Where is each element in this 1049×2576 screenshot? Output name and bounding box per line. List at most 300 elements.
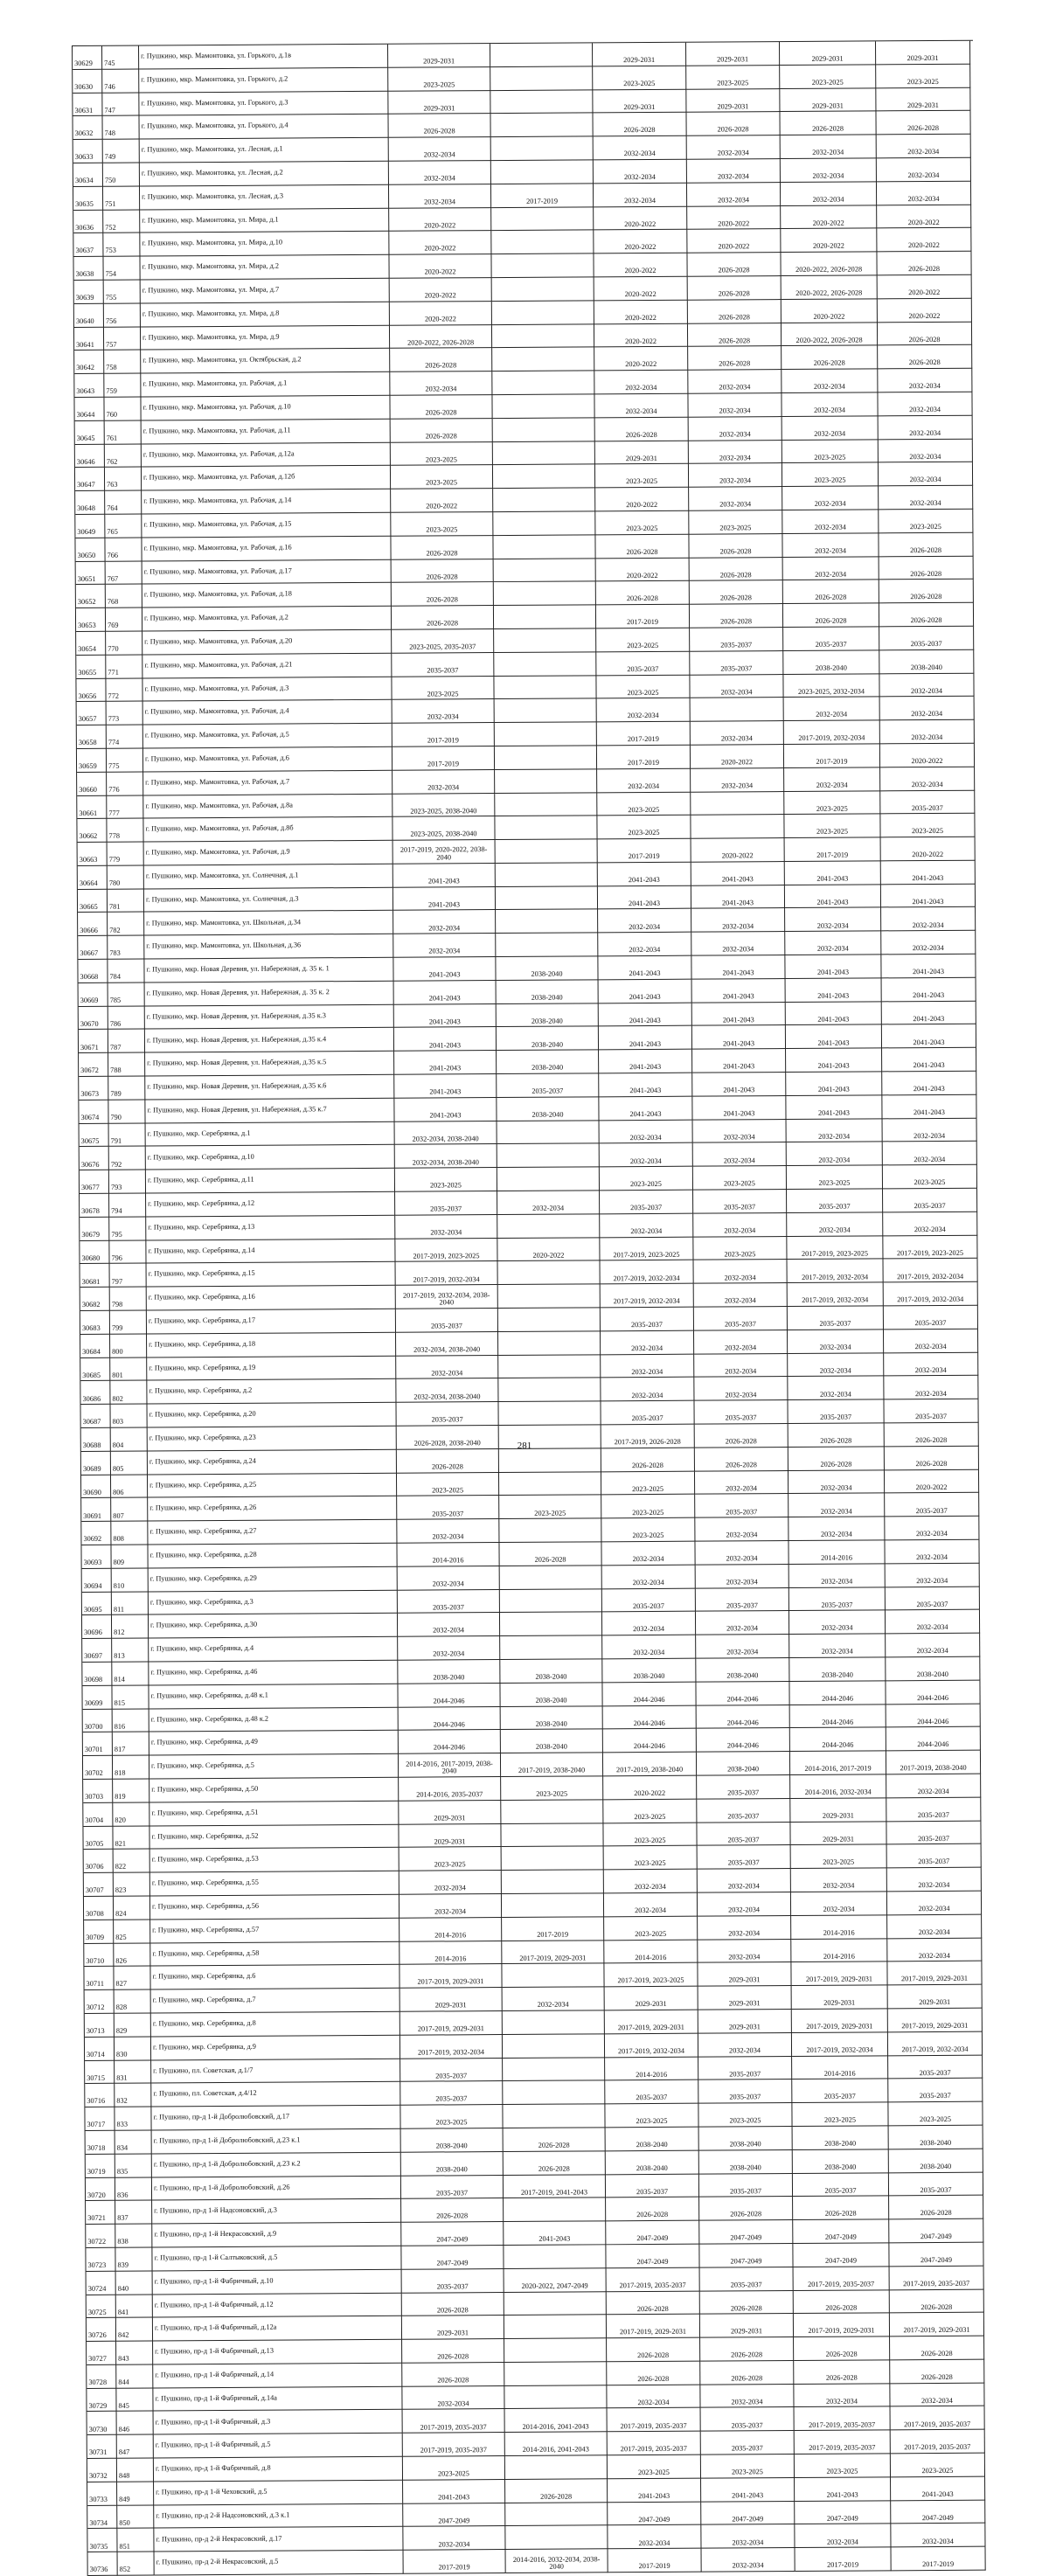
period-col-9-cell: 2032-2034 — [881, 907, 976, 931]
period-col-9-cell: 2041-2043 — [882, 1072, 976, 1095]
period-col-5-cell — [498, 1285, 601, 1309]
period-col-5-cell — [505, 2503, 608, 2527]
period-col-4-cell: 2023-2025 — [403, 2456, 505, 2481]
period-col-9-cell: 2017-2019, 2029-2031 — [888, 2009, 983, 2032]
period-col-8-cell: 2041-2043 — [786, 1002, 882, 1025]
period-col-6-cell: 2017-2019, 2035-2037 — [608, 2408, 701, 2432]
period-col-6-cell: 2032-2034 — [600, 1214, 693, 1238]
period-col-8-cell: 2044-2046 — [790, 1728, 886, 1752]
period-col-9-cell: 2032-2034 — [886, 1610, 980, 1634]
period-col-8-cell: 2023-2025 — [782, 440, 879, 463]
period-col-9-cell: 2032-2034 — [877, 135, 971, 158]
period-col-7-cell: 2041-2043 — [692, 1049, 786, 1073]
period-col-8-cell: 2041-2043 — [786, 1025, 882, 1049]
address-cell: г. Пушкино, мкр. Серебрянка, д.27 — [148, 1520, 397, 1545]
item-number-cell: 809 — [111, 1545, 148, 1568]
period-col-8-cell: 2017-2019 — [784, 744, 880, 767]
period-col-6-cell: 2020-2022 — [594, 347, 688, 371]
period-col-5-cell — [498, 1331, 601, 1356]
period-col-9-cell: 2041-2043 — [882, 1024, 976, 1048]
period-col-8-cell: 2026-2028 — [782, 346, 878, 370]
period-col-9-cell: 2032-2034 — [880, 767, 975, 790]
row-id-cell: 30685 — [80, 1357, 110, 1381]
period-col-9-cell: 2026-2028 — [885, 1423, 979, 1447]
period-col-7-cell: 2035-2037 — [693, 1190, 787, 1213]
period-col-6-cell: 2041-2043 — [599, 1026, 692, 1050]
period-col-8-cell: 2017-2019, 2035-2037 — [794, 2267, 890, 2290]
period-col-9-cell: 2026-2028 — [890, 2289, 984, 2313]
period-col-4-cell: 2032-2034 — [399, 1894, 502, 1919]
period-col-8-cell: 2038-2040 — [789, 1657, 886, 1681]
period-col-9-cell: 2041-2043 — [882, 1048, 976, 1072]
row-id-cell: 30689 — [81, 1452, 111, 1475]
period-col-5-cell — [495, 722, 597, 746]
period-col-8-cell: 2041-2043 — [786, 1072, 882, 1095]
address-cell: г. Пушкино, мкр. Новая Деревня, ул. Набережная, д.35 к.3 — [145, 1004, 394, 1030]
period-col-8-cell: 2014-2016, 2017-2019 — [790, 1752, 886, 1775]
period-col-6-cell: 2029-2031 — [595, 441, 689, 464]
period-col-8-cell: 2035-2037 — [789, 1587, 886, 1611]
period-col-4-cell: 2032-2034 — [402, 2386, 504, 2411]
period-col-6-cell: 2020-2022 — [594, 323, 688, 347]
address-cell: г. Пушкино, мкр. Серебрянка, д.20 — [147, 1403, 396, 1428]
period-col-9-cell: 2017-2019, 2035-2037 — [891, 2430, 985, 2454]
period-col-5-cell: 2038-2040 — [500, 1659, 602, 1684]
period-col-7-cell: 2032-2034 — [701, 2524, 795, 2548]
row-id-cell: 30669 — [79, 983, 108, 1007]
period-col-4-cell: 2017-2019, 2023-2025 — [395, 1239, 497, 1263]
period-col-9-cell: 2023-2025 — [891, 2454, 985, 2477]
period-col-4-cell: 2026-2028 — [390, 348, 492, 372]
period-col-5-cell — [493, 535, 595, 559]
period-col-7-cell: 2026-2028 — [700, 2337, 794, 2361]
address-cell: г. Пушкино, мкр. Серебрянка, д.49 — [149, 1731, 399, 1756]
period-col-6-cell: 2026-2028 — [596, 581, 690, 605]
period-col-8-cell: 2023-2025 — [782, 463, 879, 487]
period-col-8-cell: 2035-2037 — [787, 1189, 883, 1212]
item-number-cell: 783 — [108, 936, 144, 960]
period-col-8-cell: 2032-2034 — [788, 1330, 884, 1353]
period-col-9-cell: 2038-2040 — [886, 1657, 980, 1681]
item-number-cell: 841 — [116, 2295, 153, 2318]
item-number-cell: 753 — [103, 233, 140, 257]
period-col-7-cell: 2026-2028 — [690, 580, 783, 604]
period-col-4-cell: 2038-2040 — [398, 1660, 500, 1684]
period-col-5-cell — [504, 2198, 606, 2223]
period-col-5-cell — [500, 1613, 602, 1637]
address-cell: г. Пушкино, мкр. Мамонтовка, ул. Рабочая, д.3 — [142, 677, 392, 702]
period-col-7-cell: 2035-2037 — [700, 2267, 794, 2291]
period-col-8-cell: 2038-2040 — [793, 2149, 889, 2173]
address-cell: г. Пушкино, мкр. Серебрянка, д.11 — [146, 1169, 395, 1194]
period-col-4-cell: 2032-2034 — [393, 911, 496, 935]
row-id-cell: 30719 — [86, 2154, 115, 2177]
period-col-7-cell: 2032-2034 — [698, 2033, 792, 2057]
item-number-cell: 849 — [117, 2482, 154, 2505]
item-number-cell: 751 — [103, 186, 140, 210]
period-col-7-cell: 2035-2037 — [694, 1307, 788, 1330]
address-cell: г. Пушкино, пл. Советская, д.1/7 — [151, 2059, 400, 2084]
period-col-6-cell: 2020-2022 — [595, 488, 689, 511]
period-col-9-cell: 2032-2034 — [884, 1376, 978, 1399]
period-col-8-cell: 2032-2034 — [781, 135, 877, 159]
period-col-8-cell: 2014-2016 — [791, 1915, 887, 1939]
period-col-4-cell: 2047-2049 — [401, 2246, 504, 2270]
period-col-5-cell — [504, 2385, 607, 2410]
period-col-6-cell: 2023-2025 — [600, 1167, 693, 1191]
period-col-7-cell: 2023-2025 — [698, 2103, 792, 2127]
row-id-cell: 30661 — [77, 795, 107, 819]
period-col-9-cell: 2041-2043 — [881, 955, 976, 978]
period-col-9-cell: 2017-2019, 2038-2040 — [886, 1751, 981, 1774]
period-col-7-cell: 2035-2037 — [690, 628, 783, 651]
item-number-cell: 842 — [116, 2318, 153, 2342]
period-col-9-cell: 2026-2028 — [878, 322, 972, 345]
address-cell: г. Пушкино, мкр. Мамонтовка, ул. Лесная, д.1 — [140, 138, 389, 163]
period-col-5-cell: 2038-2040 — [497, 1051, 599, 1075]
row-id-cell: 30680 — [80, 1240, 109, 1264]
period-col-8-cell: 2023-2025 — [791, 1845, 887, 1869]
period-col-4-cell: 2014-2016 — [399, 1918, 502, 1942]
address-cell: г. Пушкино, пр-д 1-й Фабричный, д.12а — [153, 2316, 402, 2342]
period-col-7-cell: 2032-2034 — [696, 1611, 789, 1635]
period-col-5-cell: 2014-2016, 2032-2034, 2038-2040 — [506, 2550, 608, 2574]
period-col-7-cell: 2035-2037 — [698, 1845, 791, 1869]
period-col-9-cell: 2020-2022 — [880, 744, 975, 767]
table-row — [88, 2547, 989, 2576]
period-col-6-cell: 2026-2028 — [607, 2291, 700, 2315]
period-col-9-cell: 2032-2034 — [878, 392, 972, 416]
period-col-8-cell: 2017-2019, 2029-2031 — [792, 2009, 888, 2032]
row-id-cell: 30687 — [81, 1405, 111, 1428]
period-col-8-cell: 2032-2034 — [789, 1564, 886, 1587]
address-cell: г. Пушкино, мкр. Мамонтовка, ул. Рабочая, д.7 — [143, 770, 393, 795]
address-cell: г. Пушкино, мкр. Серебрянка, д.55 — [150, 1871, 399, 1897]
address-cell: г. Пушкино, мкр. Серебрянка, д.8 — [151, 2012, 400, 2038]
period-col-9-cell: 2041-2043 — [881, 884, 976, 907]
address-cell: г. Пушкино, мкр. Серебрянка, д.25 — [148, 1473, 397, 1498]
item-number-cell: 775 — [107, 748, 143, 772]
period-col-6-cell: 2032-2034 — [601, 1542, 695, 1566]
period-col-8-cell: 2038-2040 — [783, 650, 879, 674]
item-number-cell: 826 — [114, 1943, 150, 1967]
period-col-7-cell: 2041-2043 — [691, 862, 785, 885]
period-col-8-cell: 2035-2037 — [792, 2080, 888, 2103]
period-col-8-cell: 2017-2019, 2023-2025 — [787, 1236, 883, 1260]
period-col-9-cell: 2026-2028 — [885, 1447, 979, 1470]
item-number-cell: 786 — [108, 1006, 145, 1030]
period-col-5-cell — [503, 2104, 605, 2128]
period-col-9-cell: 2017-2019 — [892, 2547, 986, 2571]
item-number-cell: 803 — [110, 1405, 147, 1428]
row-id-cell: 30684 — [80, 1335, 110, 1358]
period-col-5-cell: 2038-2040 — [497, 1003, 599, 1028]
period-col-6-cell: 2041-2043 — [599, 1003, 692, 1026]
item-number-cell: 771 — [106, 655, 142, 678]
period-col-8-cell: 2032-2034 — [785, 908, 881, 932]
row-id-cell: 30652 — [76, 585, 106, 608]
period-col-7-cell: 2041-2043 — [701, 2478, 795, 2502]
item-number-cell: 828 — [115, 1990, 151, 2014]
period-col-7-cell: 2032-2034 — [694, 1283, 788, 1307]
period-col-9-cell: 2017-2019, 2035-2037 — [890, 2266, 984, 2289]
row-id-cell: 30707 — [84, 1873, 114, 1897]
item-number-cell: 769 — [106, 608, 142, 632]
row-id-cell: 30734 — [87, 2505, 117, 2529]
period-col-7-cell: 2044-2046 — [697, 1705, 790, 1729]
period-col-7-cell: 2032-2034 — [696, 1565, 789, 1588]
period-col-9-cell: 2032-2034 — [887, 1914, 982, 1938]
address-cell: г. Пушкино, мкр. Серебрянка, д.23 — [148, 1427, 397, 1452]
row-id-cell: 30636 — [73, 210, 103, 233]
period-col-4-cell: 2035-2037 — [396, 1309, 498, 1333]
row-id-cell: 30641 — [74, 327, 104, 351]
period-col-7-cell: 2026-2028 — [687, 253, 781, 276]
period-col-8-cell: 2044-2046 — [790, 1705, 886, 1728]
period-col-6-cell: 2017-2019 — [597, 746, 691, 769]
period-col-4-cell: 2023-2025, 2038-2040 — [393, 816, 495, 841]
period-col-9-cell: 2023-2025 — [879, 510, 973, 533]
item-number-cell: 750 — [103, 163, 140, 187]
period-col-4-cell: 2020-2022, 2026-2028 — [390, 325, 492, 350]
item-number-cell: 822 — [114, 1850, 150, 1873]
period-col-7-cell: 2032-2034 — [694, 1330, 788, 1354]
period-col-4-cell: 2014-2016 — [399, 1941, 502, 1966]
row-id-cell: 30667 — [78, 936, 108, 960]
period-col-4-cell: 2032-2034 — [395, 1215, 497, 1239]
period-col-5-cell — [502, 1964, 604, 1989]
period-col-5-cell — [492, 348, 594, 372]
period-col-8-cell: 2032-2034 — [783, 557, 879, 580]
period-col-8-cell: 2032-2034 — [788, 1517, 885, 1541]
address-cell: г. Пушкино, мкр. Новая Деревня, ул. Набережная, д.35 к.7 — [145, 1099, 394, 1124]
period-col-7-cell: 2026-2028 — [699, 2197, 793, 2220]
period-col-6-cell: 2044-2046 — [603, 1729, 697, 1753]
row-id-cell: 30735 — [87, 2529, 117, 2552]
period-col-9-cell: 2032-2034 — [885, 1517, 979, 1540]
row-id-cell: 30681 — [80, 1264, 110, 1288]
period-col-5-cell — [504, 2316, 607, 2340]
period-col-6-cell: 2035-2037 — [601, 1308, 694, 1331]
item-number-cell: 796 — [109, 1240, 146, 1264]
period-col-5-cell: 2026-2028 — [505, 2479, 608, 2503]
period-col-4-cell: 2023-2025, 2038-2040 — [393, 794, 495, 818]
period-col-9-cell: 2032-2034 — [879, 462, 973, 486]
period-col-5-cell — [497, 1121, 600, 1145]
period-col-9-cell: 2032-2034 — [878, 369, 972, 392]
item-number-cell: 747 — [102, 93, 139, 116]
item-number-cell: 850 — [117, 2505, 154, 2529]
row-id-cell: 30736 — [88, 2552, 118, 2576]
address-cell: г. Пушкино, мкр. Новая Деревня, ул. Набережная, д.35 к.6 — [145, 1075, 394, 1101]
address-cell: г. Пушкино, мкр. Серебрянка, д.50 — [149, 1778, 399, 1803]
item-number-cell: 748 — [102, 116, 139, 140]
row-id-cell: 30706 — [84, 1850, 114, 1873]
row-id-cell: 30671 — [79, 1030, 108, 1053]
period-col-8-cell: 2041-2043 — [786, 1049, 882, 1073]
address-cell: г. Пушкино, мкр. Мамонтовка, ул. Горького, д.3 — [139, 91, 388, 116]
item-number-cell: 815 — [112, 1685, 149, 1709]
period-col-4-cell: 2041-2043 — [393, 864, 496, 888]
period-col-9-cell: 2017-2019, 2032-2034 — [888, 2031, 983, 2055]
row-id-cell: 30703 — [83, 1780, 113, 1803]
period-col-6-cell: 2017-2019 — [597, 722, 691, 746]
period-col-5-cell — [495, 769, 597, 794]
address-cell: г. Пушкино, мкр. Мамонтовка, ул. Рабочая, д.14 — [142, 490, 391, 515]
period-col-9-cell: 2035-2037 — [879, 627, 974, 650]
item-number-cell: 830 — [115, 2037, 151, 2060]
period-col-8-cell: 2032-2034 — [787, 1119, 883, 1142]
period-col-6-cell: 2032-2034 — [608, 2525, 701, 2549]
period-col-4-cell: 2029-2031 — [388, 44, 490, 68]
period-col-4-cell: 2017-2019, 2035-2037 — [403, 2410, 505, 2434]
address-cell: г. Пушкино, пр-д 2-й Надсоновский, д.3 к.1 — [154, 2503, 403, 2529]
period-col-7-cell: 2020-2022 — [687, 206, 781, 230]
address-cell: г. Пушкино, пр-д 1-й Надсоновский, д.3 — [152, 2199, 401, 2225]
period-col-8-cell: 2023-2025 — [795, 2454, 891, 2477]
period-col-9-cell: 2026-2028 — [889, 2196, 983, 2219]
period-col-6-cell: 2023-2025 — [601, 1495, 695, 1518]
period-col-7-cell: 2032-2034 — [695, 1541, 788, 1565]
period-col-6-cell: 2023-2025 — [601, 1518, 695, 1542]
address-cell: г. Пушкино, мкр. Мамонтовка, ул. Солнечная, д.1 — [144, 864, 393, 890]
period-col-4-cell: 2035-2037 — [401, 2176, 504, 2200]
period-col-6-cell: 2023-2025 — [596, 628, 690, 652]
period-col-4-cell: 2047-2049 — [403, 2503, 505, 2528]
period-col-7-cell: 2032-2034 — [698, 1869, 791, 1892]
row-id-cell: 30691 — [81, 1498, 111, 1522]
period-col-7-cell: 2023-2025 — [689, 510, 782, 534]
address-cell: г. Пушкино, мкр. Серебрянка, д.19 — [147, 1356, 396, 1381]
address-cell: г. Пушкино, мкр. Серебрянка, д.4 — [149, 1637, 398, 1663]
period-col-4-cell: 2032-2034 — [393, 934, 496, 958]
row-id-cell: 30664 — [78, 866, 108, 890]
period-col-9-cell: 2023-2025 — [880, 814, 975, 837]
address-cell: г. Пушкино, мкр. Серебрянка, д.15 — [147, 1262, 396, 1288]
row-id-cell: 30648 — [75, 491, 105, 515]
row-id-cell: 30642 — [74, 351, 104, 374]
period-col-5-cell: 2020-2022 — [497, 1238, 600, 1262]
period-col-7-cell: 2038-2040 — [697, 1752, 790, 1775]
period-col-9-cell: 2017-2019, 2029-2031 — [890, 2313, 984, 2336]
period-col-8-cell: 2026-2028 — [783, 580, 879, 604]
period-col-5-cell: 2014-2016, 2041-2043 — [505, 2433, 608, 2457]
period-col-7-cell: 2041-2043 — [692, 1003, 786, 1026]
period-col-6-cell: 2032-2034 — [602, 1565, 696, 1588]
period-col-6-cell: 2032-2034 — [602, 1635, 696, 1659]
period-col-8-cell: 2032-2034 — [789, 1635, 886, 1658]
period-col-6-cell: 2041-2043 — [598, 956, 691, 980]
row-id-cell: 30709 — [84, 1920, 114, 1943]
period-col-8-cell: 2014-2016 — [791, 1939, 887, 1962]
period-col-7-cell: 2026-2028 — [688, 346, 782, 370]
period-col-4-cell: 2035-2037 — [397, 1496, 499, 1520]
period-col-4-cell: 2032-2034 — [389, 184, 491, 209]
row-id-cell: 30713 — [85, 2014, 115, 2038]
item-number-cell: 778 — [107, 819, 143, 843]
period-col-4-cell: 2041-2043 — [394, 1004, 497, 1029]
row-id-cell: 30638 — [73, 257, 103, 281]
period-col-4-cell: 2035-2037 — [400, 2059, 503, 2083]
period-col-6-cell: 2029-2031 — [605, 1987, 698, 2010]
period-col-9-cell: 2035-2037 — [884, 1399, 978, 1423]
period-col-6-cell: 2035-2037 — [605, 2080, 698, 2104]
row-id-cell: 30700 — [83, 1709, 113, 1732]
period-col-5-cell: 2041-2043 — [504, 2221, 606, 2246]
period-col-4-cell: 2044-2046 — [398, 1684, 500, 1708]
item-number-cell: 808 — [111, 1522, 148, 1545]
period-col-5-cell — [497, 1144, 600, 1169]
item-number-cell: 795 — [109, 1217, 146, 1240]
address-cell: г. Пушкино, пр-д 1-й Фабричный, д.14 — [153, 2364, 402, 2389]
item-number-cell: 794 — [109, 1194, 146, 1218]
item-number-cell: 763 — [105, 468, 142, 491]
period-col-5-cell — [496, 863, 598, 887]
item-number-cell: 840 — [116, 2271, 153, 2295]
period-col-4-cell: 2014-2016, 2035-2037 — [399, 1777, 501, 1802]
row-id-cell: 30678 — [80, 1194, 109, 1218]
item-number-cell: 793 — [109, 1170, 146, 1194]
address-cell: г. Пушкино, пр-д 1-й Фабричный, д.12 — [153, 2293, 402, 2318]
item-number-cell: 814 — [112, 1662, 149, 1685]
period-col-8-cell: 2026-2028 — [780, 112, 876, 135]
row-id-cell: 30720 — [86, 2177, 115, 2201]
address-cell: г. Пушкино, пр-д 1-й Салтыковский, д.5 — [152, 2246, 401, 2272]
period-col-4-cell: 2041-2043 — [393, 957, 496, 982]
period-col-8-cell: 2023-2025 — [787, 1166, 883, 1190]
period-col-4-cell: 2020-2022 — [389, 231, 491, 255]
period-col-9-cell: 2038-2040 — [889, 2149, 983, 2172]
period-col-7-cell: 2026-2028 — [688, 323, 782, 347]
period-col-4-cell: 2017-2019, 2029-2031 — [399, 1964, 502, 1989]
period-col-9-cell: 2032-2034 — [883, 1118, 977, 1142]
period-col-7-cell: 2035-2037 — [690, 651, 783, 675]
period-col-5-cell: 2038-2040 — [500, 1683, 602, 1707]
item-number-cell: 811 — [112, 1592, 149, 1615]
period-col-8-cell: 2017-2019, 2032-2034 — [788, 1283, 884, 1307]
period-col-5-cell — [493, 465, 595, 490]
period-col-6-cell: 2017-2019 — [596, 605, 690, 628]
period-col-9-cell: 2044-2046 — [886, 1680, 980, 1704]
item-number-cell: 836 — [115, 2177, 152, 2201]
period-col-9-cell: 2032-2034 — [886, 1634, 980, 1657]
item-number-cell: 798 — [110, 1288, 147, 1311]
period-col-7-cell: 2047-2049 — [699, 2220, 793, 2244]
item-number-cell: 843 — [116, 2342, 153, 2365]
period-col-7-cell: 2023-2025 — [693, 1166, 787, 1190]
period-col-8-cell: 2032-2034 — [784, 767, 880, 791]
period-col-6-cell: 2023-2025 — [603, 1799, 697, 1823]
period-col-5-cell — [503, 2034, 605, 2059]
period-col-5-cell — [494, 652, 596, 677]
address-cell: г. Пушкино, мкр. Мамонтовка, ул. Горького, д.2 — [139, 68, 388, 94]
period-col-6-cell: 2023-2025 — [595, 464, 689, 488]
period-col-5-cell: 2017-2019, 2041-2043 — [504, 2175, 606, 2199]
period-col-9-cell: 2026-2028 — [879, 603, 974, 627]
period-col-4-cell: 2032-2034 — [389, 161, 491, 185]
period-col-7-cell: 2041-2043 — [692, 1096, 786, 1120]
address-cell: г. Пушкино, мкр. Мамонтовка, ул. Рабочая, д.6 — [143, 747, 393, 773]
period-col-4-cell: 2032-2034 — [398, 1636, 500, 1661]
period-col-5-cell: 2017-2019, 2038-2040 — [501, 1753, 603, 1777]
period-col-7-cell: 2032-2034 — [693, 1142, 787, 1166]
period-col-6-cell: 2032-2034 — [598, 933, 691, 956]
period-col-5-cell: 2017-2019 — [502, 1917, 604, 1941]
period-col-5-cell: 2026-2028 — [504, 2128, 606, 2152]
period-col-8-cell: 2032-2034 — [782, 392, 878, 416]
period-col-5-cell — [491, 137, 594, 162]
item-number-cell: 838 — [115, 2225, 152, 2248]
